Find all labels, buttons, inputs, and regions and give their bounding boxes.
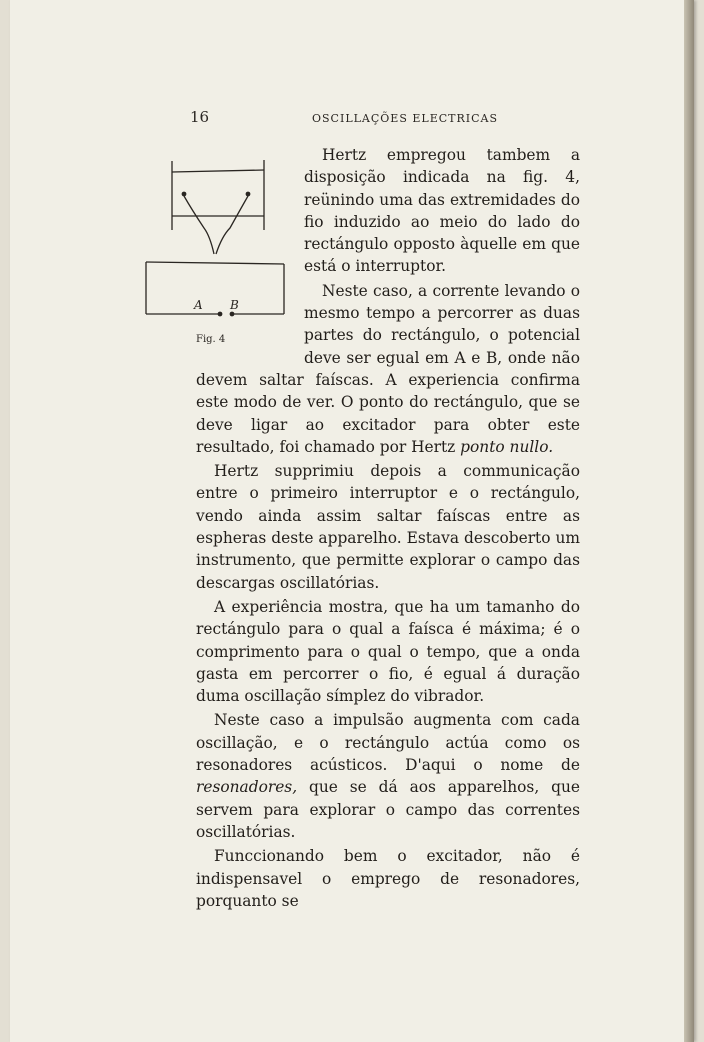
paragraph-6-text: Funccionando bem o excitador, não é indispensavel o emprego de resonadores, porquanto se xyxy=(196,847,580,910)
resonadores-term: resonadores, xyxy=(196,778,298,797)
paragraph-6 xyxy=(196,845,580,912)
ponto-nullo-term: ponto nullo. xyxy=(460,437,554,456)
paragraph-5-tail: que se dá aos apparelhos, que servem para explorar o campo das correntes oscillatórias. xyxy=(196,778,580,841)
figure-wrap-space xyxy=(196,144,304,367)
body-text xyxy=(196,144,580,914)
paragraph-3 xyxy=(196,460,580,594)
paragraph-4 xyxy=(196,596,580,707)
sphere-left xyxy=(182,192,187,197)
paragraph-4-text: A experiência mostra, que ha um tamanho do rectángulo para o qual a faísca é máxima; é o comprimento para o qual o tempo, que a onda gasta em percorrer o fio, é egual á duração duma oscillação símplez do vibrador. xyxy=(196,597,580,706)
paragraph-5 xyxy=(196,709,580,843)
label-b: B xyxy=(230,298,239,312)
paragraph-1-text: Hertz empregou tambem a disposição indicada na fig. 4, reünindo uma das extremidades do fio induzido ao meio do lado do rectángulo opposto àquelle em que está o interruptor. xyxy=(304,146,580,276)
page-edge xyxy=(684,0,694,1042)
page-header xyxy=(10,108,694,132)
figure-caption: Fig. 4 xyxy=(196,334,226,345)
book-page xyxy=(10,0,694,1042)
paragraph-5-text: Neste caso a impulsão augmenta com cada oscillação, e o rectángulo actúa como os resonadores acústicos. D'aqui o nome de xyxy=(196,711,580,775)
paragraph-2-text: Neste caso, a corrente levando o mesmo tempo a percorrer as duas partes do rectángulo, o potencial deve ser egual em A e B, onde não devem saltar faíscas. A experiencia confirma este modo de ver. O ponto do rectángulo, que se deve ligar ao excitador para obter este resultado, foi chamado por Hertz xyxy=(196,281,580,456)
page-number: 16 xyxy=(190,108,210,126)
paragraph-3-text: Hertz supprimiu depois a communicação entre o primeiro interruptor e o rectángulo, vendo ainda assim saltar faíscas entre as espheras deste apparelho. Estava descoberto um instrumento, que permitte explorar o campo das descargas oscillatórias. xyxy=(196,462,580,592)
label-a: A xyxy=(194,298,203,312)
running-title: OSCILLAÇÕES ELECTRICAS xyxy=(312,112,499,125)
